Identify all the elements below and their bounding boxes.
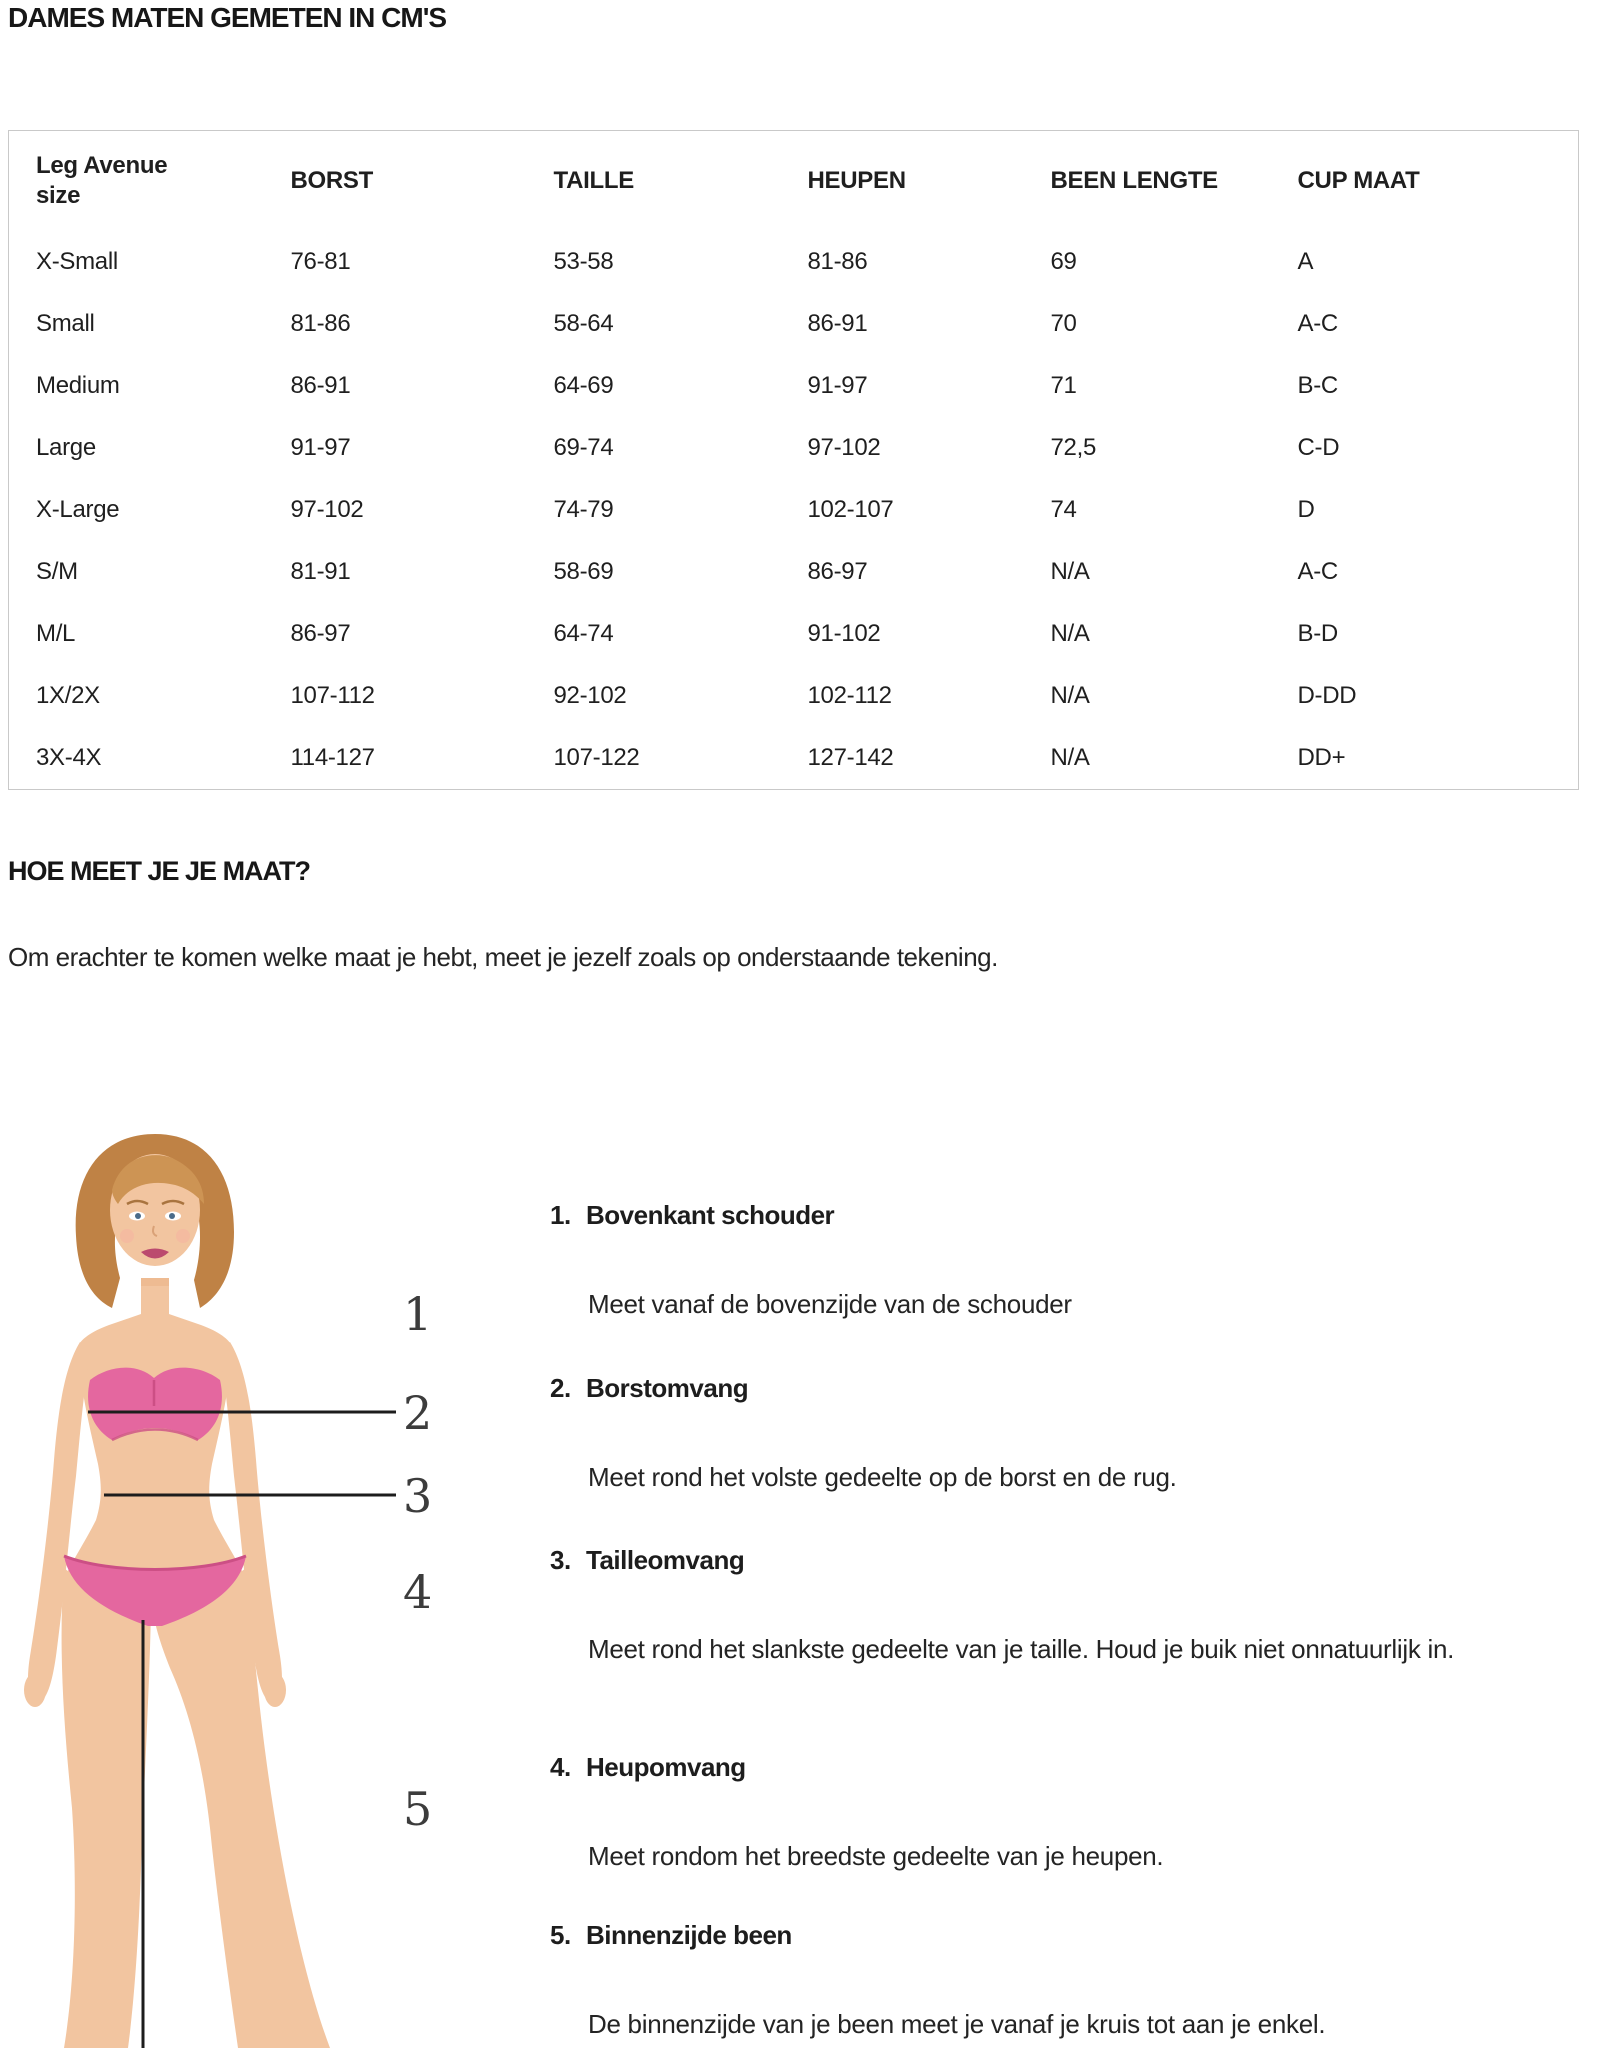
blush-right (176, 1229, 190, 1243)
cell-cup-maat: D-DD (1297, 682, 1357, 709)
cell-heupen: 86-97 (807, 558, 868, 585)
instruction-number: 5. (550, 1920, 571, 1950)
cell-cup-maat: D (1297, 496, 1315, 523)
cell-borst: 86-97 (290, 620, 351, 647)
cell-cup-maat: C-D (1297, 434, 1340, 461)
instruction-item (550, 1544, 1550, 1669)
instruction-number: 2. (550, 1373, 571, 1403)
marker-4: 4 (403, 1565, 433, 1619)
table-row (9, 665, 1579, 727)
cell-borst: 97-102 (290, 496, 364, 523)
cell-been-lengte: N/A (1050, 744, 1090, 771)
table-row (9, 541, 1579, 603)
table-row (9, 727, 1579, 790)
cell-been-lengte: 74 (1050, 496, 1077, 523)
woman-illustration (0, 1128, 440, 2048)
instruction-number: 1. (550, 1200, 571, 1230)
instruction-description: Meet rond het slankste gedeelte van je taille. Houd je buik niet onnatuurlijk in. (588, 1634, 1455, 1664)
cell-heupen: 102-112 (807, 682, 892, 709)
cell-size: X-Small (36, 248, 118, 275)
cell-cup-maat: A-C (1297, 558, 1338, 585)
instruction-title: Borstomvang (586, 1373, 749, 1403)
cell-heupen: 102-107 (807, 496, 894, 523)
cell-taille: 69-74 (553, 434, 614, 461)
instruction-title: Bovenkant schouder (586, 1200, 835, 1230)
instruction-title: Tailleomvang (586, 1545, 745, 1575)
cell-taille: 107-122 (553, 744, 640, 771)
cell-borst: 91-97 (290, 434, 351, 461)
instruction-heading (550, 1199, 1550, 1231)
instruction-number: 3. (550, 1545, 571, 1575)
instruction-heading (550, 1372, 1550, 1404)
cell-size: 1X/2X (36, 682, 100, 709)
leg-right (153, 1568, 330, 2048)
cell-been-lengte: 69 (1050, 248, 1077, 275)
cell-been-lengte: N/A (1050, 558, 1090, 585)
cell-been-lengte: N/A (1050, 620, 1090, 647)
section-heading: HOE MEET JE JE MAAT? (8, 856, 311, 886)
table-header-row (9, 131, 1579, 232)
cell-heupen: 91-97 (807, 372, 868, 399)
table-row (9, 603, 1579, 665)
instruction-heading (550, 1919, 1550, 1951)
cell-taille: 64-74 (553, 620, 614, 647)
table-row (9, 293, 1579, 355)
cell-borst: 86-91 (290, 372, 351, 399)
header-heupen: HEUPEN (807, 167, 906, 194)
marker-5: 5 (403, 1782, 433, 1836)
cell-size: 3X-4X (36, 744, 102, 771)
header-cup-maat: CUP MAAT (1297, 167, 1420, 194)
cell-taille: 58-64 (553, 310, 614, 337)
cell-cup-maat: B-D (1297, 620, 1338, 647)
cell-size: Small (36, 310, 95, 337)
instruction-description: De binnenzijde van je been meet je vanaf je kruis tot aan je enkel. (588, 2009, 1326, 2039)
cell-heupen: 97-102 (807, 434, 881, 461)
cell-heupen: 127-142 (807, 744, 894, 771)
leg-left (62, 1568, 151, 2048)
cell-borst: 81-91 (290, 558, 351, 585)
cell-cup-maat: DD+ (1297, 744, 1346, 771)
size-table (8, 130, 1579, 790)
cell-been-lengte: 70 (1050, 310, 1077, 337)
cell-been-lengte: 71 (1050, 372, 1077, 399)
header-borst: BORST (290, 167, 374, 194)
instruction-number: 4. (550, 1752, 571, 1782)
cell-borst: 81-86 (290, 310, 351, 337)
cell-taille: 64-69 (553, 372, 614, 399)
cell-taille: 53-58 (553, 248, 614, 275)
cell-heupen: 91-102 (807, 620, 881, 647)
instruction-item (550, 1199, 1550, 1324)
cell-size: Large (36, 434, 96, 461)
page-title: DAMES MATEN GEMETEN IN CM'S (8, 2, 447, 33)
cell-size: Medium (36, 372, 120, 399)
hand-left (24, 1673, 46, 1707)
table-row (9, 231, 1579, 293)
instruction-title: Heupomvang (586, 1752, 746, 1782)
header-taille: TAILLE (553, 167, 634, 194)
cell-cup-maat: A-C (1297, 310, 1338, 337)
cell-borst: 76-81 (290, 248, 351, 275)
table-row (9, 479, 1579, 541)
marker-2: 2 (403, 1386, 433, 1440)
instruction-description: Meet vanaf de bovenzijde van de schouder (588, 1289, 1072, 1319)
instruction-heading (550, 1544, 1550, 1576)
torso (64, 1286, 246, 1594)
cell-cup-maat: A (1297, 248, 1314, 275)
instruction-item (550, 1372, 1550, 1497)
instruction-title: Binnenzijde been (586, 1920, 792, 1950)
table-row (9, 355, 1579, 417)
cell-been-lengte: 72,5 (1050, 434, 1097, 461)
header-been-lengte: BEEN LENGTE (1050, 167, 1218, 194)
measurement-figure (0, 1128, 440, 2048)
intro-paragraph: Om erachter te komen welke maat je hebt, meet je jezelf zoals op onderstaande tekening. (8, 942, 998, 972)
marker-3: 3 (403, 1469, 433, 1523)
cell-size: X-Large (36, 496, 120, 523)
hand-right (264, 1673, 286, 1707)
table-row (9, 417, 1579, 479)
cell-taille: 74-79 (553, 496, 614, 523)
pupil-right (169, 1213, 175, 1219)
cell-heupen: 86-91 (807, 310, 868, 337)
instruction-description: Meet rondom het breedste gedeelte van je heupen. (588, 1841, 1164, 1871)
instruction-item (550, 1751, 1550, 1876)
instruction-heading (550, 1751, 1550, 1783)
pupil-left (135, 1213, 141, 1219)
cell-size: M/L (36, 620, 76, 647)
marker-1: 1 (403, 1287, 433, 1341)
instruction-item (550, 1919, 1550, 2044)
cell-cup-maat: B-C (1297, 372, 1338, 399)
header-size: Leg Avenue size (36, 152, 168, 209)
cell-borst: 114-127 (290, 744, 375, 771)
instruction-description: Meet rond het volste gedeelte op de borst en de rug. (588, 1462, 1177, 1492)
cell-heupen: 81-86 (807, 248, 868, 275)
cell-size: S/M (36, 558, 78, 585)
cell-been-lengte: N/A (1050, 682, 1090, 709)
blush-left (120, 1229, 134, 1243)
cell-taille: 92-102 (553, 682, 627, 709)
cell-taille: 58-69 (553, 558, 614, 585)
cell-borst: 107-112 (290, 682, 375, 709)
